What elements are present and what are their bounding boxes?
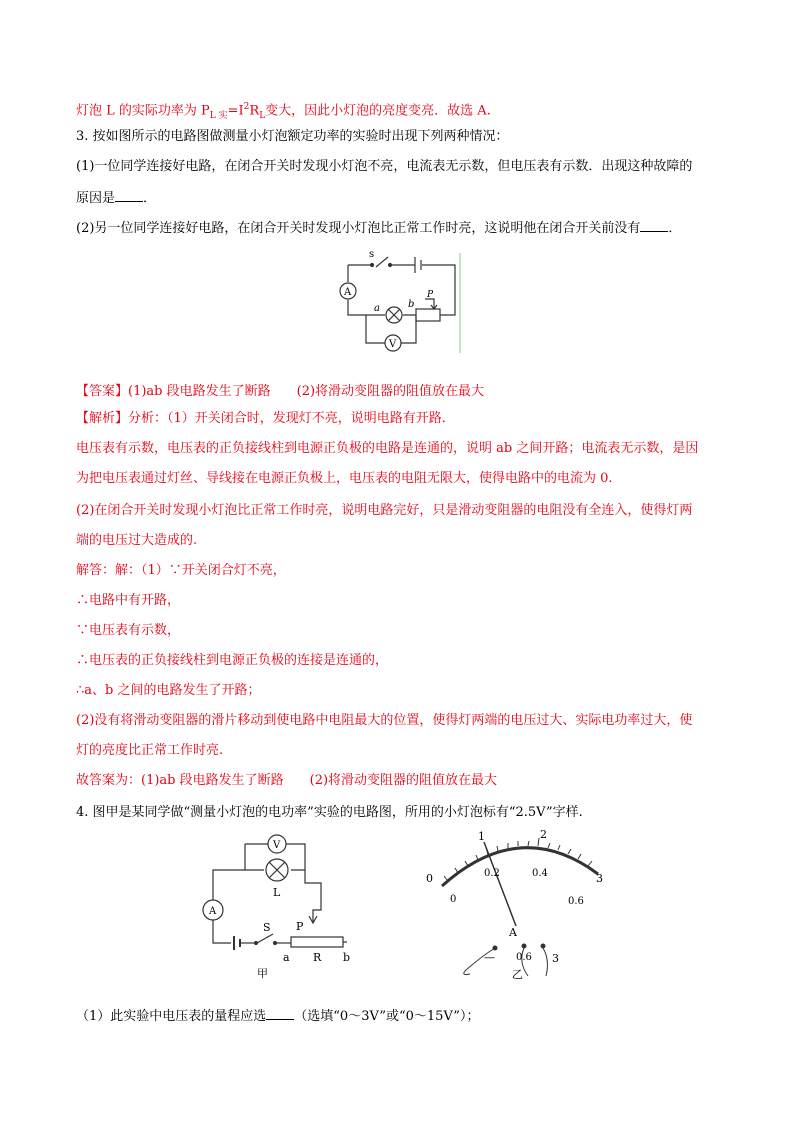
ammeter-label: A xyxy=(344,287,352,298)
analysis-line: 端的电压过大造成的. xyxy=(76,533,198,548)
subscript: L xyxy=(259,110,266,121)
text-seg: ． xyxy=(143,191,157,206)
point-a-label: a xyxy=(283,951,290,964)
slider-label: P xyxy=(296,920,304,933)
terminal-3-label: 3 xyxy=(552,952,559,965)
text-seg: 灯泡 L 的实际功率为 P xyxy=(76,103,210,119)
dial-top-label: 0 xyxy=(426,872,433,885)
q4-ammeter-dial-figure-yi xyxy=(420,826,620,986)
dial-bottom-label: 0 xyxy=(450,894,457,905)
analysis-line: 电压表有示数，电压表的正负接线柱到电源正负极的电路是连通的，说明 ab 之间开路；电流表无示数，是因 xyxy=(76,441,699,456)
q4-part1 xyxy=(76,1006,479,1026)
q3-circuit-figure xyxy=(330,245,465,357)
switch-label: S xyxy=(263,921,271,934)
figure-caption-jia: 甲 xyxy=(257,967,268,980)
previous-answer-line xyxy=(76,98,491,125)
q4-stem: 4. 图甲是某同学做“测量小灯泡的电功率”实验的电路图，所用的小灯泡标有“2.5V”字样. xyxy=(76,805,583,820)
solution-line: ∴a、b 之间的电路发生了开路； xyxy=(76,683,261,698)
solution-line: 灯的亮度比正常工作时亮. xyxy=(76,743,224,758)
q3-part1a: (1)一位同学连接好电路，在闭合开关时发现小灯泡不亮，电流表无示数，但电压表有示数．出现这种故障的 xyxy=(76,159,693,174)
solution-line: ∴电压表的正负接线柱到电源正负极的连接是连通的， xyxy=(76,653,389,668)
text-seg: 变大，因此小灯泡的亮度变亮．故选 A. xyxy=(265,103,491,119)
q3-part2 xyxy=(76,218,681,238)
terminal-minus-label: — xyxy=(484,951,495,964)
q3-part1b xyxy=(76,188,156,208)
answer-blank xyxy=(115,188,143,202)
dial-unit-label: A xyxy=(509,926,517,939)
solution-line: 解答：解：（1）∵开关闭合灯不亮， xyxy=(76,563,286,578)
superscript: 2 xyxy=(243,102,250,112)
terminal-06-label: 0.6 xyxy=(516,952,532,963)
voltmeter-label: V xyxy=(389,339,397,350)
ammeter-label: A xyxy=(209,906,217,917)
dial-top-label: 1 xyxy=(478,830,485,843)
text-seg: R xyxy=(249,103,260,119)
dial-top-label: 3 xyxy=(596,872,603,885)
voltmeter-label: V xyxy=(273,840,281,851)
text-seg: （选填“0～3V”或“0～15V”）； xyxy=(294,1009,480,1024)
slider-label: P xyxy=(427,290,434,300)
text-seg: （1）此实验中电压表的量程应选 xyxy=(76,1009,267,1024)
figure-caption-yi: 乙 xyxy=(512,968,523,981)
switch-label: s xyxy=(369,249,375,260)
point-b-label: b xyxy=(343,951,351,964)
analysis-line: (2)在闭合开关时发现小灯泡比正常工作时亮，说明电路完好，只是滑动变阻器的电阻没有全连入，使得灯两 xyxy=(76,503,693,518)
dial-top-label: 2 xyxy=(540,828,547,841)
text-seg: ． xyxy=(668,221,682,236)
answer-blank xyxy=(640,218,668,232)
q4-circuit-figure-jia xyxy=(195,830,365,980)
text-seg: =I xyxy=(227,103,244,119)
solution-line: ∵电压表有示数， xyxy=(76,623,181,638)
analysis-line: 【解析】分析：（1）开关闭合时，发现灯不亮，说明电路有开路． xyxy=(76,411,455,426)
dial-bottom-label: 0.4 xyxy=(532,868,548,879)
solution-line: (2)没有将滑动变阻器的滑片移动到使电路中电阻最大的位置，使得灯两端的电压过大、实际电功率过大，使 xyxy=(76,713,693,728)
analysis-line: 为把电压表通过灯丝、导线接在电源正负极上，电压表的电阻无限大，使得电路中的电流为 0. xyxy=(76,471,613,486)
solution-line: ∴电路中有开路， xyxy=(76,593,181,608)
point-b-label: b xyxy=(408,299,415,310)
point-a-label: a xyxy=(374,303,380,314)
answer-blank xyxy=(266,1006,294,1020)
dial-bottom-label: 0.6 xyxy=(568,896,584,907)
answer-line: 【答案】(1)ab 段电路发生了断路 (2)将滑动变阻器的阻值放在最大 xyxy=(76,384,485,399)
q3-stem: 3. 按如图所示的电路图做测量小灯泡额定功率的实验时出现下列两种情况： xyxy=(76,129,509,144)
dial-bottom-label: 0.2 xyxy=(484,868,500,879)
subscript: L 实 xyxy=(209,110,228,121)
text-seg: (2)另一位同学连接好电路，在闭合开关时发现小灯泡比正常工作时亮，这说明他在闭合开关前没有 xyxy=(76,221,641,236)
text-seg: 原因是 xyxy=(76,191,116,206)
lamp-label: L xyxy=(273,886,281,899)
final-answer-line: 故答案为：(1)ab 段电路发生了断路 (2)将滑动变阻器的阻值放在最大 xyxy=(76,773,498,788)
resistor-label: R xyxy=(313,951,322,964)
